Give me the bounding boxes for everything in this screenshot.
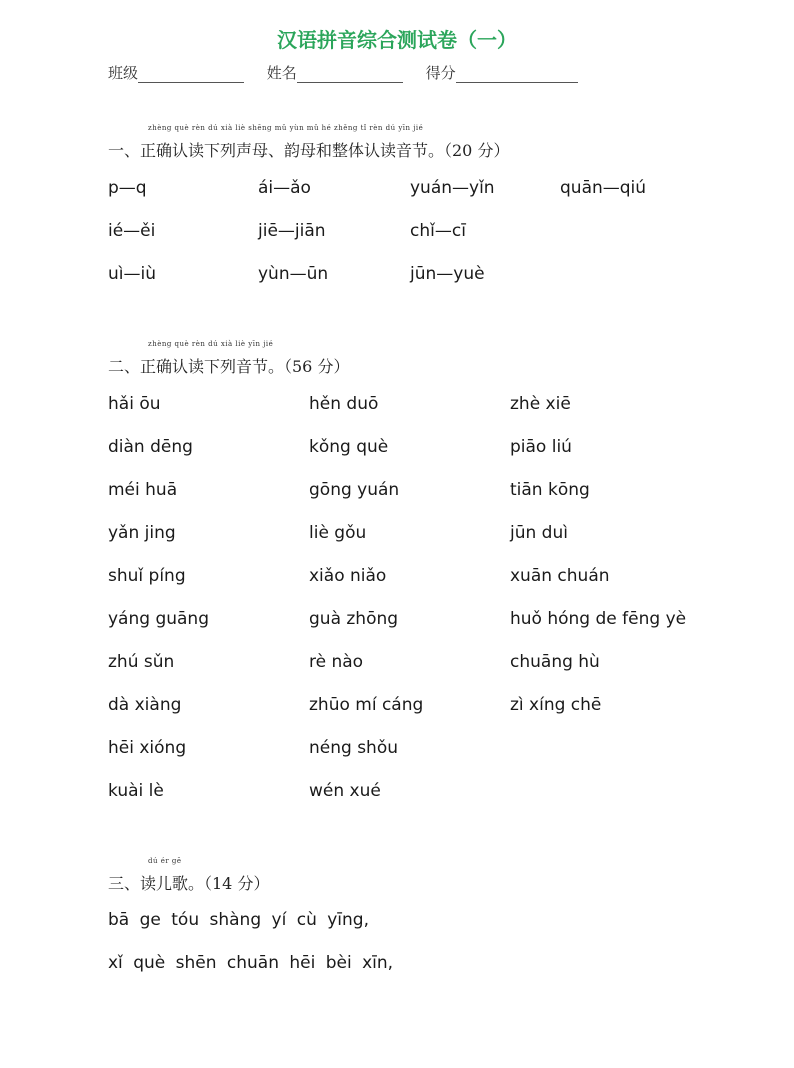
syllable-item: chǐ—cī [410, 221, 466, 241]
syllable-item: yáng guāng [108, 609, 209, 629]
section3-heading: dú ér gē 三、读儿歌。（14 分） [108, 857, 270, 893]
syllable-item: hěn duō [309, 394, 379, 414]
student-info [108, 62, 578, 83]
syllable-item: xiǎo niǎo [309, 566, 387, 586]
syllable-item: quān—qiú [560, 178, 647, 198]
syllable-item: zì xíng chē [510, 695, 602, 715]
syllable-item: wén xué [309, 781, 381, 801]
syllable-item: zhè xiē [510, 394, 571, 414]
class-label: 班级 [108, 64, 139, 82]
syllable-item: néng shǒu [309, 738, 399, 758]
section2-pinyin-annotation: zhèng què rèn dú xià liè yīn jié [148, 340, 274, 348]
syllable-item: jūn duì [510, 523, 568, 543]
section1-pinyin-annotation: zhèng què rèn dú xià liè shēng mǔ yùn mǔ hé zhěng tǐ rèn dú yīn jié [148, 124, 424, 132]
syllable-item: hēi xióng [108, 738, 187, 758]
name-label: 姓名 [266, 64, 297, 82]
syllable-item: chuāng hù [510, 652, 600, 672]
section1-heading: zhèng què rèn dú xià liè shēng mǔ yùn mǔ hé zhěng tǐ rèn dú yīn jié 一、正确认读下列声母、韵母和整体认读音节。（20 分） [108, 124, 510, 160]
syllable-item: liè gǒu [309, 523, 367, 543]
score-blank [456, 66, 578, 83]
syllable-item: tiān kōng [510, 480, 590, 500]
poem-line: bā ge tóu shàng yí cù yīng, [108, 910, 369, 930]
syllable-item: piāo liú [510, 437, 572, 457]
syllable-item: ái—ǎo [258, 178, 311, 198]
syllable-item: kǒng què [309, 437, 389, 457]
section3-pinyin-annotation: dú ér gē [148, 857, 182, 865]
syllable-item: méi huā [108, 480, 178, 500]
syllable-item: uì—iù [108, 264, 156, 284]
syllable-item: guà zhōng [309, 609, 399, 629]
syllable-item: zhūo mí cáng [309, 695, 424, 715]
syllable-item: p—q [108, 178, 147, 198]
class-blank [138, 66, 244, 83]
syllable-item: yùn—ūn [258, 264, 329, 284]
syllable-item: zhú sǔn [108, 652, 175, 672]
poem-line: xǐ què shēn chuān hēi bèi xīn, [108, 953, 394, 973]
syllable-item: xuān chuán [510, 566, 610, 586]
syllable-item: jūn—yuè [410, 264, 485, 284]
score-label: 得分 [425, 64, 456, 82]
syllable-item: yǎn jing [108, 523, 176, 543]
syllable-item: yuán—yǐn [410, 178, 495, 198]
syllable-item: kuài lè [108, 781, 164, 801]
syllable-item: shuǐ píng [108, 566, 186, 586]
section2-heading: zhèng què rèn dú xià liè yīn jié 二、正确认读下列音节。（56 分） [108, 340, 350, 376]
syllable-item: ié—ěi [108, 221, 156, 241]
syllable-item: dà xiàng [108, 695, 182, 715]
syllable-item: huǒ hóng de fēng yè [510, 609, 687, 629]
name-blank [297, 66, 403, 83]
syllable-item: diàn dēng [108, 437, 193, 457]
worksheet-title: 汉语拼音综合测试卷（一） [277, 28, 517, 52]
syllable-item: hǎi ōu [108, 394, 161, 414]
syllable-item: rè nào [309, 652, 364, 672]
syllable-item: jiē—jiān [258, 221, 326, 241]
syllable-item: gōng yuán [309, 480, 400, 500]
